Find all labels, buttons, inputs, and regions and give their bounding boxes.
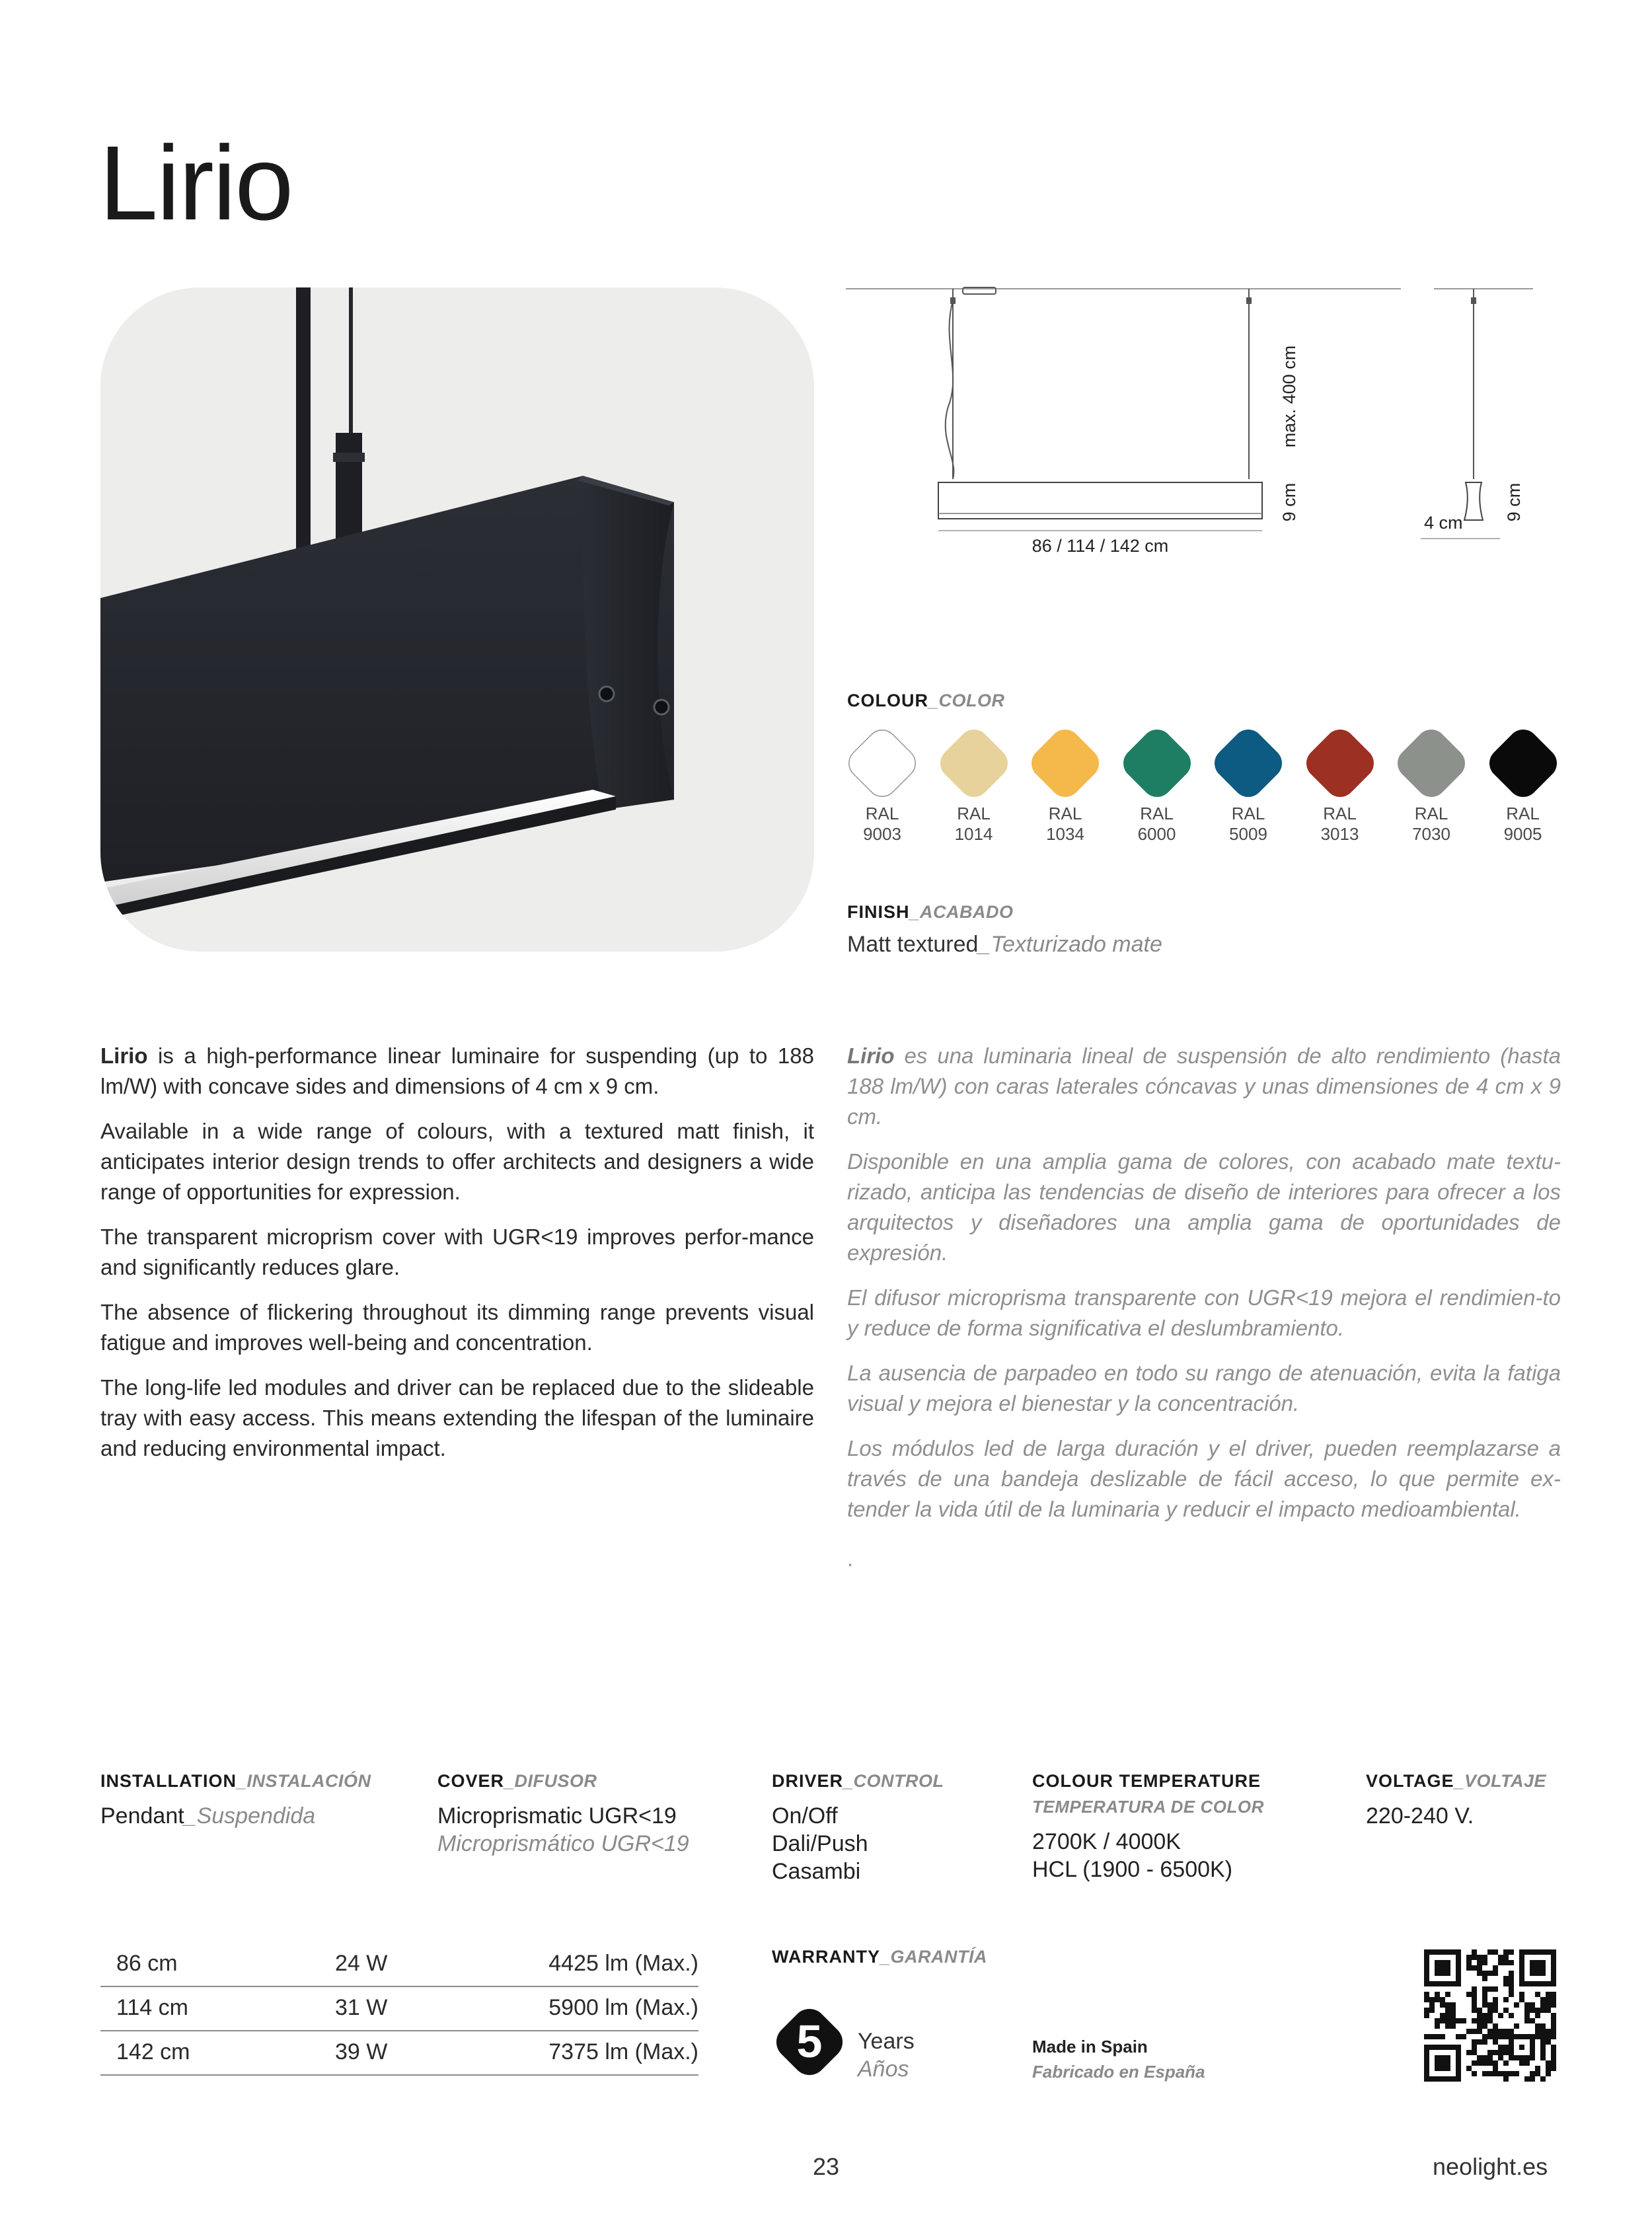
swatch-ral-label: RAL: [1140, 804, 1174, 823]
finish-value: Matt textured_Texturizado mate: [847, 932, 1162, 957]
swatch-ral-code: 9005: [1503, 824, 1542, 844]
colour-swatches: [846, 727, 1573, 866]
swatch-ral-label: RAL: [1506, 804, 1540, 823]
desc-en-p3: The transparent microprism cover with UGR<19 improves perfor-mance and significantly reduces glare.: [100, 1225, 814, 1279]
colour-temperature-label-es: TEMPERATURA DE COLOR: [1032, 1797, 1264, 1817]
cover-value: Microprismatic UGR<19 Microprismático UGR<19: [437, 1803, 689, 1856]
desc-en-p2: Available in a wide range of colours, with a textured matt finish, it anticipates interior design trends to offer architects and designers a wide range of opportunities for expression.: [100, 1119, 814, 1204]
colour-temperature-label: COLOUR TEMPERATURE: [1032, 1771, 1261, 1791]
swatch-ral-label: RAL: [865, 804, 899, 823]
made-in: Made in Spain Fabricado en España: [1032, 2037, 1205, 2082]
swatch-caption: [1029, 804, 1102, 845]
max-height-dimension: max. 400 cm: [1279, 345, 1299, 448]
pendant-luminaire-image: [100, 287, 814, 952]
page-number: 23: [813, 2153, 840, 2180]
height-dimension: 9 cm: [1279, 482, 1299, 522]
warranty-badge-icon: [770, 2002, 849, 2082]
desc-es-p5: Los módulos led de larga duración y el driver, pueden reemplazarse a través de una bandeja deslizable de fácil acceso, lo que permite ex-tender la vida útil de la luminaria y reducir el impacto medioambiental.: [847, 1436, 1561, 1521]
warranty-label: WARRANTY_GARANTÍA: [772, 1947, 988, 1967]
warranty-years: Years Años: [858, 2029, 915, 2082]
installation-value: Pendant_Suspendida: [100, 1803, 316, 1829]
desc-en-p5: The long-life led modules and driver can be replaced due to the slideable tray with easy access. This means extending the lifespan of the luminaire and reducing environmental impact.: [100, 1375, 814, 1460]
swatch-ral-code: 1014: [954, 824, 993, 844]
installation-label: INSTALLATION_INSTALACIÓN: [100, 1771, 371, 1791]
swatch-ral-label: RAL: [1323, 804, 1357, 823]
page-title: Lirio: [99, 124, 293, 242]
cover-label: COVER_DIFUSOR: [437, 1771, 597, 1791]
colour-swatch[interactable]: [1304, 727, 1376, 845]
desc-es-p1: Lirio es una luminaria lineal de suspensión de alto rendimiento (hasta 188 lm/W) con caras laterales cóncavas y unas dimensiones de 4 cm x 9 cm.: [847, 1043, 1561, 1129]
colour-swatch[interactable]: [1029, 727, 1102, 845]
colour-swatch[interactable]: [1395, 727, 1468, 845]
desc-es-p3: El difusor microprisma transparente con UGR<19 mejora el rendimien-to y reduce de forma significativa el deslumbramiento.: [847, 1285, 1561, 1340]
swatch-ral-code: 7030: [1412, 824, 1450, 844]
desc-es-p4: La ausencia de parpadeo en todo su rango de atenuación, evita la fatiga visual y mejora el bienestar y la concentración.: [847, 1361, 1561, 1415]
colour-swatch[interactable]: [1212, 727, 1285, 845]
swatch-ral-code: 1034: [1046, 824, 1084, 844]
table-row: 114 cm 31 W 5900 lm (Max.): [100, 1987, 698, 2031]
swatch-caption: [846, 804, 919, 845]
swatch-ral-label: RAL: [957, 804, 991, 823]
swatch-shape: [1117, 723, 1197, 803]
finish-label: FINISH_ACABADO: [847, 902, 1014, 922]
trailing-dot: .: [847, 1546, 854, 1571]
swatch-shape: [934, 723, 1014, 803]
swatch-caption: [1212, 804, 1285, 845]
desc-en-p4: The absence of flickering throughout its dimming range prevents visual fatigue and improves well-being and concentration.: [100, 1300, 814, 1355]
colour-swatch[interactable]: [846, 727, 919, 845]
swatch-caption: [1121, 804, 1193, 845]
swatch-ral-label: RAL: [1231, 804, 1265, 823]
swatch-shape: [1391, 723, 1471, 803]
colour-temperature-values: 2700K / 4000K HCL (1900 - 6500K): [1032, 1829, 1233, 1882]
description-spanish: [847, 1041, 1561, 1539]
desc-es-p2: Disponible en una amplia gama de colores, con acabado mate textu-rizado, anticipa las tendencias de diseño de interiores para ofrecer a los arquitectos y diseñadores una amplia gama de oportunidades de expresión.: [847, 1149, 1561, 1265]
swatch-shape: [1300, 723, 1380, 803]
table-row: 86 cm 24 W 4425 lm (Max.): [100, 1943, 698, 1987]
driver-label: DRIVER_CONTROL: [772, 1771, 944, 1791]
colour-swatch[interactable]: [1487, 727, 1559, 845]
swatch-ral-label: RAL: [1414, 804, 1448, 823]
driver-values: On/Off Dali/Push Casambi: [772, 1803, 868, 1884]
swatch-ral-code: 9003: [863, 824, 901, 844]
warranty-number: 5: [796, 2016, 823, 2067]
length-dimension: 86 / 114 / 142 cm: [1032, 536, 1169, 556]
colour-swatch[interactable]: [1121, 727, 1193, 845]
product-photo: [100, 287, 814, 952]
side-height-dimension: 9 cm: [1504, 482, 1524, 522]
swatch-ral-label: RAL: [1048, 804, 1082, 823]
swatch-shape: [1025, 723, 1105, 803]
swatch-ral-code: 3013: [1320, 824, 1359, 844]
swatch-ral-code: 5009: [1229, 824, 1267, 844]
desc-en-p1: Lirio is a high-performance linear luminaire for suspending (up to 188 lm/W) with concave sides and dimensions of 4 cm x 9 cm.: [100, 1043, 814, 1098]
description-english: [100, 1041, 814, 1478]
colour-label: COLOUR_COLOR: [847, 691, 1005, 710]
qr-code[interactable]: [1424, 1949, 1556, 2082]
swatch-shape: [842, 723, 922, 803]
swatch-caption: [938, 804, 1010, 845]
swatch-shape: [1483, 723, 1563, 803]
table-row: 142 cm 39 W 7375 lm (Max.): [100, 2031, 698, 2076]
power-table: [100, 1943, 698, 2076]
swatch-caption: [1304, 804, 1376, 845]
website-link[interactable]: neolight.es: [1433, 2153, 1548, 2180]
width-dimension: 4 cm: [1424, 513, 1463, 533]
dimension-drawing: [839, 281, 1573, 565]
swatch-ral-code: 6000: [1137, 824, 1176, 844]
voltage-label: VOLTAGE_VOLTAJE: [1366, 1771, 1547, 1791]
swatch-caption: [1395, 804, 1468, 845]
swatch-shape: [1208, 723, 1288, 803]
colour-swatch[interactable]: [938, 727, 1010, 845]
swatch-caption: [1487, 804, 1559, 845]
voltage-value: 220-240 V.: [1366, 1803, 1474, 1829]
